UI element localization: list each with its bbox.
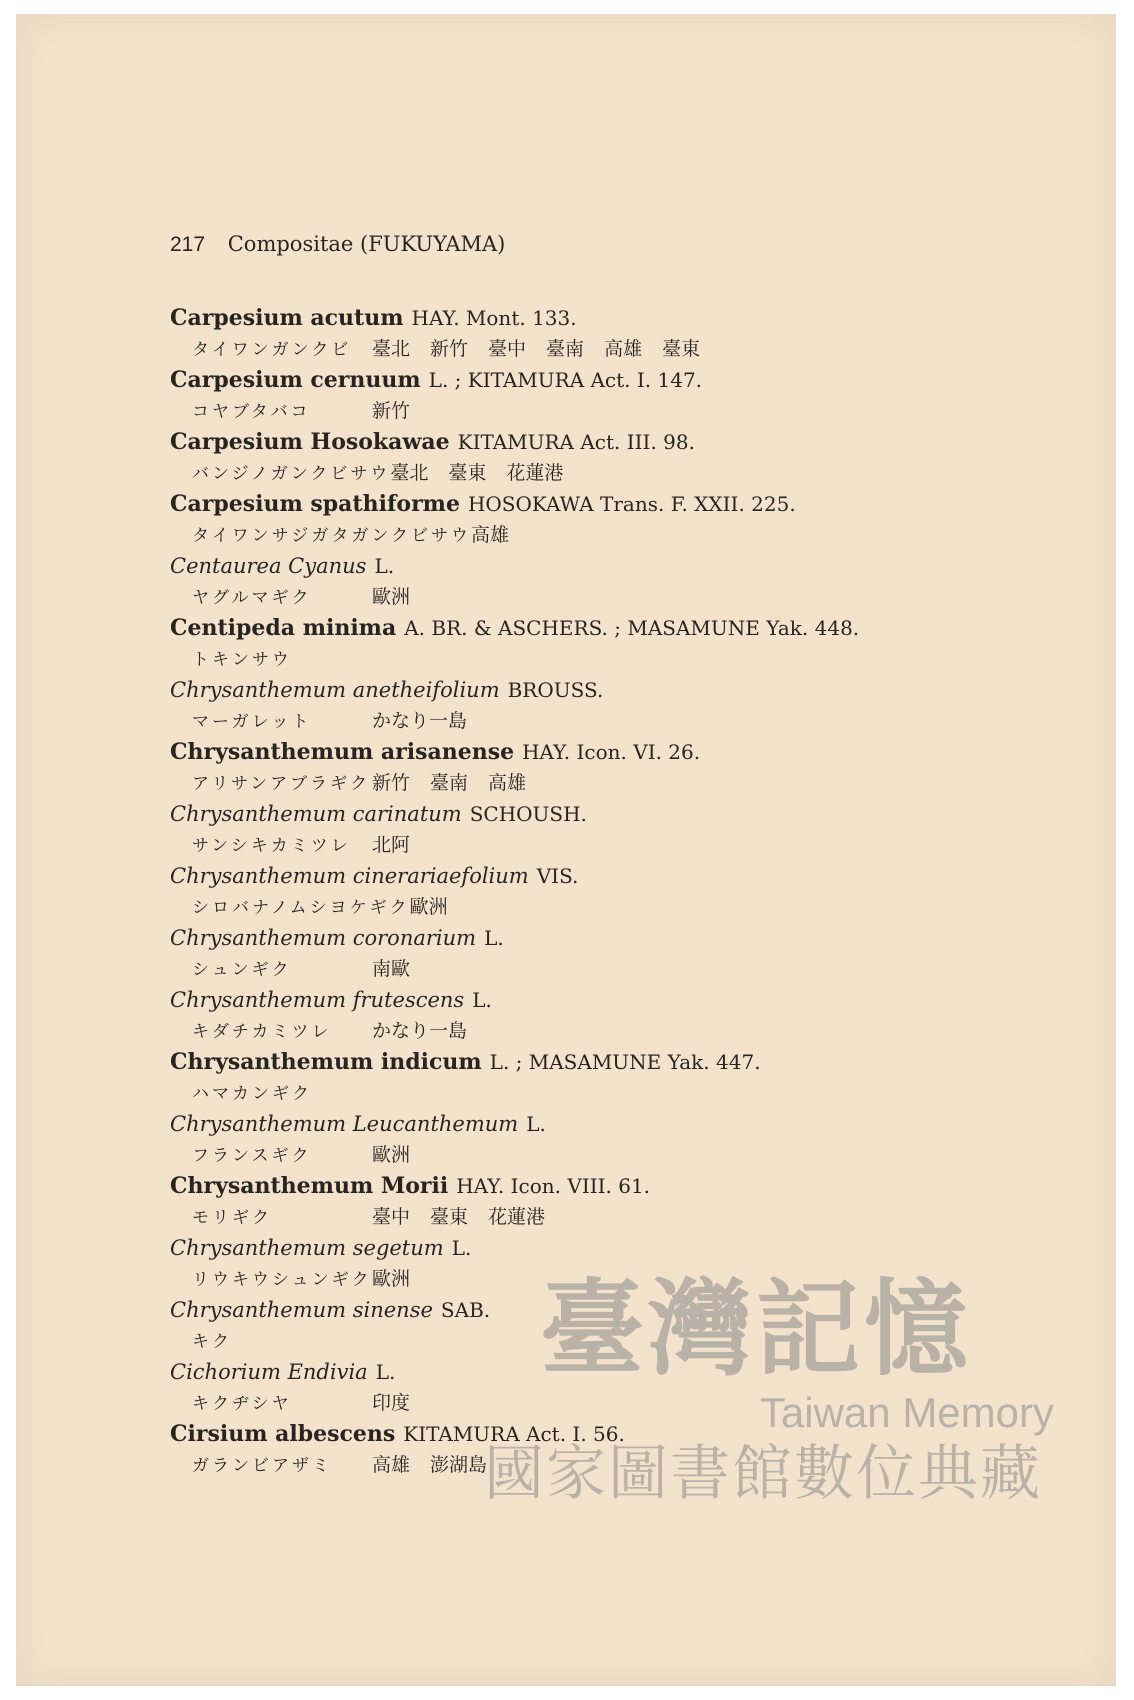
species-entry — [170, 550, 1020, 612]
japanese-name: サンシキカミツレ — [192, 836, 351, 856]
japanese-name: キク — [192, 1332, 232, 1352]
japanese-name: モリギク — [192, 1208, 272, 1228]
species-name: Chrysanthemum arisanense — [170, 739, 515, 765]
japanese-name: ヤグルマギク — [192, 588, 312, 608]
species-author: SCHOUSH. — [469, 802, 587, 826]
species-author: L. — [484, 926, 504, 950]
japanese-name: ガランビアザミ — [192, 1456, 332, 1476]
page-header — [170, 232, 505, 257]
location: 南歐 — [372, 958, 411, 980]
location: かなり一島 — [372, 710, 468, 732]
species-entry — [170, 922, 1020, 984]
species-name: Cichorium Endivia — [170, 1360, 368, 1384]
species-entry — [170, 364, 1020, 426]
japanese-name: シュンギク — [192, 960, 292, 980]
japanese-name: シロバナノムシヨケギク — [192, 898, 410, 918]
species-entry — [170, 612, 1020, 674]
species-name: Chrysanthemum sinense — [170, 1298, 433, 1322]
species-name: Chrysanthemum indicum — [170, 1049, 482, 1075]
location: 臺中 — [488, 338, 527, 360]
species-entry — [170, 736, 1020, 798]
species-author: HAY. Icon. VI. 26. — [522, 740, 701, 764]
location: 歐洲 — [372, 1144, 411, 1166]
species-entry — [170, 426, 1020, 488]
species-author: KITAMURA Act. III. 98. — [457, 430, 695, 454]
location: 印度 — [372, 1392, 411, 1414]
species-author: VIS. — [536, 864, 579, 888]
species-author: L. — [374, 554, 395, 578]
location: 臺北 — [372, 338, 411, 360]
location: 臺中 — [372, 1206, 411, 1228]
page-title: Compositae (FUKUYAMA) — [227, 232, 506, 256]
location: 臺南 — [546, 338, 585, 360]
location: 臺北 — [390, 462, 429, 484]
species-entry — [170, 1046, 1020, 1108]
species-entry — [170, 674, 1020, 736]
location: 新竹 — [372, 400, 411, 422]
location: 花蓮港 — [488, 1206, 546, 1228]
species-entry — [170, 984, 1020, 1046]
species-name: Carpesium acutum — [170, 305, 404, 331]
location: かなり一島 — [372, 1020, 468, 1042]
species-entry — [170, 302, 1020, 364]
location: 臺東 — [662, 338, 701, 360]
location: 新竹 — [430, 338, 469, 360]
location: 花蓮港 — [506, 462, 564, 484]
location: 北阿 — [372, 834, 411, 856]
watermark-library: 國家圖書館數位典藏 — [484, 1439, 1042, 1509]
species-name: Chrysanthemum Morii — [170, 1173, 449, 1199]
species-author: L. ; KITAMURA Act. I. 147. — [428, 368, 703, 392]
location: 臺東 — [430, 1206, 469, 1228]
location: 歐洲 — [409, 896, 448, 918]
japanese-name: ハマカンギク — [192, 1084, 312, 1104]
location: 高雄 — [488, 772, 527, 794]
japanese-name: コヤブタバコ — [192, 402, 311, 422]
species-name: Centaurea Cyanus — [170, 554, 367, 578]
japanese-name: タイワンガンクビ — [192, 340, 352, 360]
species-name: Chrysanthemum frutescens — [170, 988, 465, 1012]
location: 新竹 — [372, 772, 411, 794]
species-name: Chrysanthemum anetheifolium — [170, 678, 500, 702]
species-name: Chrysanthemum cinerariaefolium — [170, 864, 529, 888]
species-name: Cirsium albescens — [170, 1421, 396, 1447]
species-entry — [170, 1108, 1020, 1170]
location: 高雄 — [372, 1454, 411, 1476]
species-name: Chrysanthemum carinatum — [170, 802, 462, 826]
species-entry — [170, 1170, 1020, 1232]
location: 高雄 — [470, 524, 509, 546]
japanese-name: アリサンアブラギク — [192, 774, 371, 794]
species-author: L. — [375, 1360, 396, 1384]
species-name: Carpesium Hosokawae — [170, 429, 450, 455]
species-author: L. — [451, 1236, 472, 1260]
location: 臺東 — [448, 462, 487, 484]
species-name: Chrysanthemum coronarium — [170, 926, 477, 950]
page-number: 217 — [170, 233, 206, 256]
species-entry — [170, 798, 1020, 860]
location: 澎湖島 — [430, 1454, 488, 1476]
japanese-name: トキンサウ — [192, 650, 292, 670]
species-author: HOSOKAWA Trans. F. XXII. 225. — [467, 492, 796, 516]
species-author: SAB. — [440, 1298, 491, 1322]
species-author: L. — [526, 1112, 546, 1136]
species-author: L. ; MASAMUNE Yak. 447. — [489, 1050, 761, 1074]
species-author: HAY. Mont. 133. — [411, 306, 577, 330]
species-author: BROUSS. — [507, 678, 604, 702]
species-entry — [170, 488, 1020, 550]
japanese-name: バンジノガンクビサウ — [192, 464, 391, 484]
species-entry — [170, 860, 1020, 922]
japanese-name: マーガレット — [192, 712, 312, 732]
species-author: HAY. Icon. VIII. 61. — [456, 1174, 651, 1198]
location: 臺南 — [430, 772, 469, 794]
species-name: Carpesium spathiforme — [170, 491, 460, 517]
species-author: A. BR. & ASCHERS. ; MASAMUNE Yak. 448. — [404, 616, 860, 640]
watermark-english: Taiwan Memory — [759, 1389, 1054, 1436]
japanese-name: タイワンサジガタガンクビサウ — [192, 526, 471, 546]
japanese-name: リウキウシュンギク — [192, 1270, 372, 1290]
location: 高雄 — [604, 338, 643, 360]
japanese-name: キクヂシヤ — [192, 1394, 292, 1414]
species-name: Chrysanthemum segetum — [170, 1236, 444, 1260]
species-author: KITAMURA Act. I. 56. — [403, 1422, 625, 1446]
japanese-name: キダチカミツレ — [192, 1022, 332, 1042]
species-name: Carpesium cernuum — [170, 367, 421, 393]
location: 歐洲 — [372, 586, 411, 608]
species-name: Centipeda minima — [170, 615, 397, 641]
japanese-name: フランスギク — [192, 1146, 312, 1166]
watermark-cjk: 臺灣記憶 — [540, 1268, 973, 1390]
species-author: L. — [472, 988, 492, 1012]
location: 歐洲 — [372, 1268, 411, 1290]
species-name: Chrysanthemum Leucanthemum — [170, 1112, 519, 1136]
